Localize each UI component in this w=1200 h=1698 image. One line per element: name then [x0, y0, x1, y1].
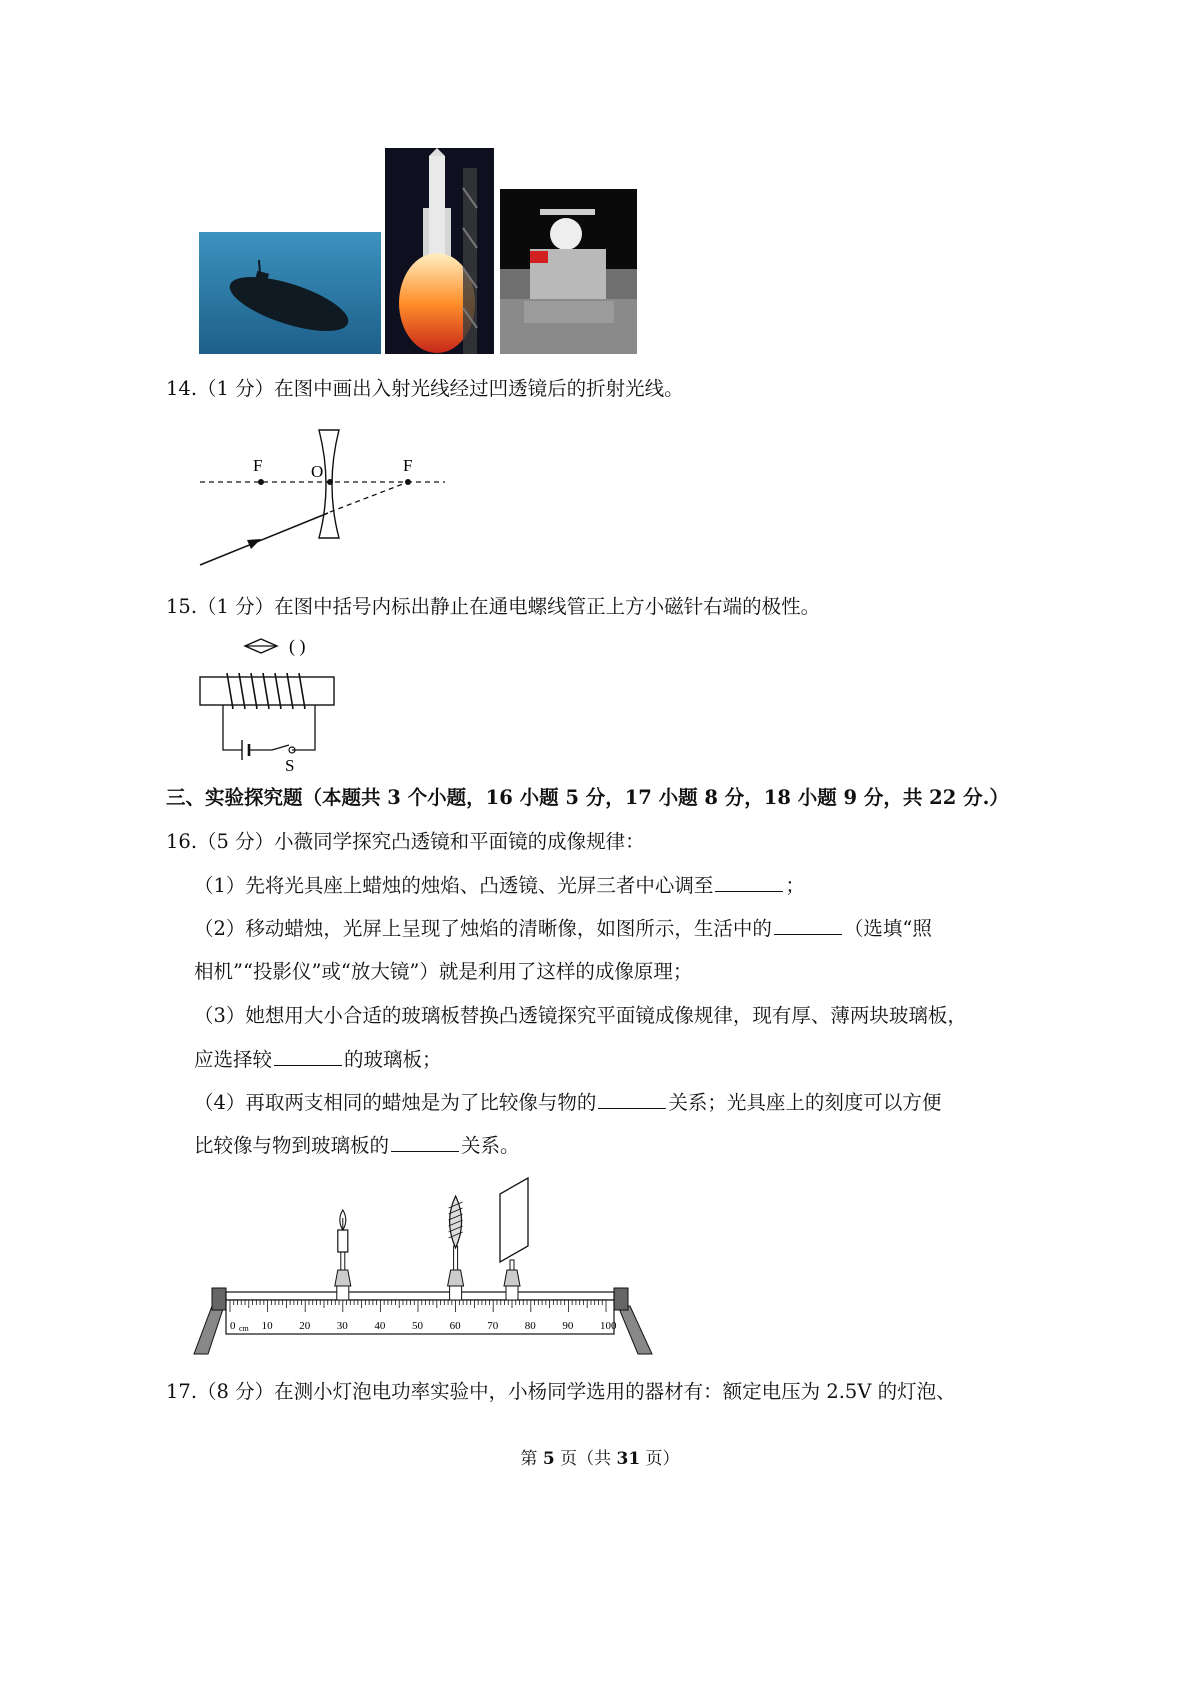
page-number: 5: [542, 1449, 555, 1469]
concave-lens-figure: [195, 425, 450, 570]
bench-right-end: [614, 1288, 628, 1310]
page-footer: [0, 1444, 1200, 1469]
part4-text-d: 关系。: [461, 1134, 520, 1157]
holder: [335, 1250, 351, 1300]
part2-text-b: （选填“照: [843, 917, 932, 940]
question-score: （1 分）: [197, 377, 275, 400]
scale-label: 40: [374, 1320, 386, 1332]
scale-label: 0: [230, 1320, 236, 1332]
focal-point-right: [405, 479, 411, 485]
ray-arrow: [247, 539, 261, 549]
solenoid-figure: [197, 633, 342, 773]
q15-line: [166, 592, 820, 622]
section-title: 三、实验探究题（本题共 3 个小题，16 小题 5 分，17 小题 8 分，18 小题 9 分，共 22 分.）: [166, 786, 1009, 809]
bench-left-leg: [194, 1306, 224, 1354]
q16-part3: （3）她想用大小合适的玻璃板替换凸透镜探究平面镜成像规律，现有厚、薄两块玻璃板，: [194, 1004, 967, 1027]
total-pages: 31: [616, 1449, 641, 1469]
question-score: （5 分）: [197, 830, 275, 853]
circuit-wire: [223, 705, 315, 750]
question-number: 16.: [166, 830, 198, 853]
question-number: 14.: [166, 377, 198, 400]
bench-rail: [226, 1292, 614, 1300]
footer-post: 页）: [640, 1449, 680, 1469]
scale-label: 20: [299, 1320, 311, 1332]
bench-left-end: [212, 1288, 226, 1310]
scale-label: 70: [487, 1320, 499, 1332]
question-number: 15.: [166, 595, 198, 618]
answer-blank[interactable]: [715, 871, 783, 892]
part3-text-c: 的玻璃板；: [344, 1048, 442, 1071]
polarity-bracket: ( ): [289, 636, 306, 656]
incident-ray: [200, 513, 328, 565]
scale-label: 90: [562, 1320, 574, 1332]
part4-text-b: 关系；光具座上的刻度可以方便: [668, 1091, 942, 1114]
holder: [448, 1246, 464, 1300]
scale-label: 100: [600, 1320, 617, 1332]
part1-text: （1）先将光具座上蜡烛的烛焰、凸透镜、光屏三者中心调至: [194, 874, 714, 897]
q16-line: [166, 827, 645, 857]
label-f-right: F: [403, 456, 413, 475]
answer-blank[interactable]: [774, 914, 842, 935]
answer-blank[interactable]: [391, 1131, 459, 1152]
question-number: 17.: [166, 1380, 198, 1403]
label-f-left: F: [253, 456, 263, 475]
answer-blank[interactable]: [274, 1045, 342, 1066]
focal-point-left: [258, 479, 264, 485]
part3-text-b: 应选择较: [194, 1048, 273, 1071]
rocket-launch-photo: [385, 148, 494, 354]
q16-part4: [194, 1088, 941, 1118]
optical-center: [327, 479, 333, 485]
part1-end: ；: [785, 874, 805, 897]
optical-bench-figure: [190, 1176, 660, 1356]
switch-lever: [272, 745, 289, 750]
scale-unit: cm: [239, 1324, 249, 1333]
light-screen: [500, 1178, 528, 1300]
holder: [504, 1260, 520, 1300]
submarine-photo: [199, 232, 381, 354]
switch-label: S: [285, 756, 295, 775]
question-score: （8 分）: [197, 1380, 275, 1403]
question-text: 在图中括号内标出静止在通电螺线管正上方小磁针右端的极性。: [274, 595, 821, 618]
q16-part2: [194, 914, 932, 944]
scale-label: 50: [412, 1320, 423, 1332]
extension-dashed-line: [330, 482, 408, 512]
q16-part2-cont: 相机”“投影仪”或“放大镜”）就是利用了这样的成像原理；: [194, 960, 693, 983]
q14-line: [166, 374, 684, 404]
solenoid-coil: [227, 673, 305, 709]
scale-label: 30: [336, 1320, 348, 1332]
q16-part1: [194, 871, 805, 901]
q16-part4-cont: [194, 1131, 520, 1161]
part4-text-c: 比较像与物到玻璃板的: [194, 1134, 390, 1157]
bench-right-leg: [618, 1306, 652, 1354]
answer-blank[interactable]: [598, 1088, 666, 1109]
candle: [335, 1210, 351, 1300]
scale-label: 10: [261, 1320, 273, 1332]
question-text: 在图中画出入射光线经过凹透镜后的折射光线。: [274, 377, 684, 400]
part2-text: （2）移动蜡烛，光屏上呈现了烛焰的清晰像，如图所示，生活中的: [194, 917, 772, 940]
question-text: 在测小灯泡电功率实验中，小杨同学选用的器材有：额定电压为 2.5V 的灯泡、: [274, 1380, 956, 1403]
question-score: （1 分）: [197, 595, 275, 618]
lunar-rover-photo: [500, 189, 637, 354]
scale-label: 60: [449, 1320, 461, 1332]
footer-pre: 第: [520, 1449, 543, 1469]
q16-part3-cont: [194, 1045, 442, 1075]
q17-line: [166, 1377, 956, 1407]
convex-lens: [448, 1196, 464, 1300]
question-text: 小薇同学探究凸透镜和平面镜的成像规律：: [274, 830, 645, 853]
footer-mid: 页（共: [554, 1449, 617, 1469]
part4-text: （4）再取两支相同的蜡烛是为了比较像与物的: [194, 1091, 597, 1114]
label-o: O: [311, 462, 324, 481]
scale-label: 80: [524, 1320, 536, 1332]
